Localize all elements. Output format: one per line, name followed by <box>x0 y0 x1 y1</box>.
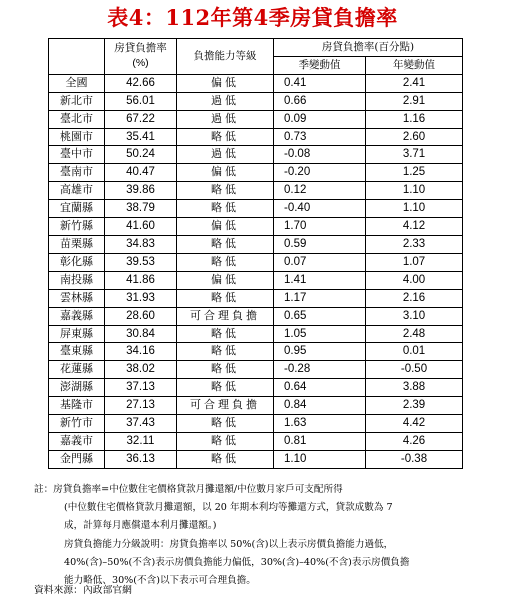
yoy-cell: 4.12 <box>366 218 463 236</box>
qoq-cell: 0.66 <box>274 92 366 110</box>
header-region <box>49 39 105 75</box>
qoq-cell: 0.12 <box>274 182 366 200</box>
region-cell: 全國 <box>49 74 105 92</box>
level-cell: 可合理負擔 <box>177 397 274 415</box>
header-change-group: 房貸負擔率(百分點) <box>274 39 463 57</box>
table-row <box>49 253 463 271</box>
region-cell: 臺中市 <box>49 146 105 164</box>
region-cell: 臺北市 <box>49 110 105 128</box>
header-level: 負擔能力等級 <box>177 39 274 75</box>
ratio-cell: 38.02 <box>105 361 177 379</box>
table-row <box>49 415 463 433</box>
table-row <box>49 361 463 379</box>
level-cell: 略低 <box>177 182 274 200</box>
table-row <box>49 325 463 343</box>
level-cell: 過低 <box>177 146 274 164</box>
ratio-cell: 30.84 <box>105 325 177 343</box>
note-line: 房貸負擔能力分級說明：房貸負擔率以 50%(含)以上表示房價負擔能力過低， <box>64 538 394 550</box>
table-row <box>49 146 463 164</box>
qoq-cell: -0.28 <box>274 361 366 379</box>
yoy-cell: 2.41 <box>366 74 463 92</box>
qoq-cell: 0.65 <box>274 307 366 325</box>
yoy-cell: -0.38 <box>366 450 463 468</box>
header-qoq: 季變動值 <box>274 56 366 74</box>
table-row <box>49 271 463 289</box>
region-cell: 新竹市 <box>49 415 105 433</box>
yoy-cell: 2.91 <box>366 92 463 110</box>
yoy-cell: 1.07 <box>366 253 463 271</box>
region-cell: 嘉義市 <box>49 432 105 450</box>
qoq-cell: 0.84 <box>274 397 366 415</box>
yoy-cell: 2.33 <box>366 235 463 253</box>
ratio-cell: 42.66 <box>105 74 177 92</box>
region-cell: 臺東縣 <box>49 343 105 361</box>
qoq-cell: 1.70 <box>274 218 366 236</box>
table-row <box>49 289 463 307</box>
header-ratio <box>105 39 177 75</box>
region-cell: 苗栗縣 <box>49 235 105 253</box>
yoy-cell: 2.16 <box>366 289 463 307</box>
qoq-cell: 1.17 <box>274 289 366 307</box>
qoq-cell: 0.73 <box>274 128 366 146</box>
yoy-cell: 1.10 <box>366 200 463 218</box>
ratio-cell: 34.16 <box>105 343 177 361</box>
region-cell: 基隆市 <box>49 397 105 415</box>
qoq-cell: 0.59 <box>274 235 366 253</box>
yoy-cell: 4.26 <box>366 432 463 450</box>
note-line: 註：房貸負擔率=中位數住宅價格貸款月攤還額/中位數月家戶可支配所得 <box>34 484 343 495</box>
region-cell: 南投縣 <box>49 271 105 289</box>
table-row <box>49 110 463 128</box>
qoq-cell: -0.40 <box>274 200 366 218</box>
yoy-cell: 1.25 <box>366 164 463 182</box>
ratio-cell: 38.79 <box>105 200 177 218</box>
table-row <box>49 397 463 415</box>
region-cell: 桃園市 <box>49 128 105 146</box>
yoy-cell: 0.01 <box>366 343 463 361</box>
region-cell: 新竹縣 <box>49 218 105 236</box>
ratio-cell: 37.13 <box>105 379 177 397</box>
table-row <box>49 92 463 110</box>
yoy-cell: 3.71 <box>366 146 463 164</box>
level-cell: 過低 <box>177 110 274 128</box>
level-cell: 偏低 <box>177 271 274 289</box>
note-line: 成，計算每月應償還本利月攤還額。) <box>64 520 217 532</box>
region-cell: 屏東縣 <box>49 325 105 343</box>
level-cell: 略低 <box>177 432 274 450</box>
yoy-cell: 1.10 <box>366 182 463 200</box>
ratio-cell: 28.60 <box>105 307 177 325</box>
level-cell: 略低 <box>177 325 274 343</box>
region-cell: 彰化縣 <box>49 253 105 271</box>
table-row <box>49 218 463 236</box>
ratio-cell: 41.60 <box>105 218 177 236</box>
level-cell: 過低 <box>177 92 274 110</box>
level-cell: 略低 <box>177 253 274 271</box>
yoy-cell: 2.48 <box>366 325 463 343</box>
region-cell: 臺南市 <box>49 164 105 182</box>
yoy-cell: 4.00 <box>366 271 463 289</box>
ratio-cell: 67.22 <box>105 110 177 128</box>
table-row <box>49 164 463 182</box>
qoq-cell: 0.41 <box>274 74 366 92</box>
level-cell: 略低 <box>177 415 274 433</box>
ratio-cell: 39.86 <box>105 182 177 200</box>
header-ratio-unit: (%) <box>132 57 149 70</box>
qoq-cell: 0.81 <box>274 432 366 450</box>
qoq-cell: 0.95 <box>274 343 366 361</box>
level-cell: 略低 <box>177 361 274 379</box>
level-cell: 略低 <box>177 235 274 253</box>
yoy-cell: -0.50 <box>366 361 463 379</box>
level-cell: 略低 <box>177 450 274 468</box>
header-yoy: 年變動值 <box>366 56 463 74</box>
region-cell: 雲林縣 <box>49 289 105 307</box>
notes <box>34 481 479 590</box>
region-cell: 澎湖縣 <box>49 379 105 397</box>
table-body <box>49 74 463 468</box>
ratio-cell: 50.24 <box>105 146 177 164</box>
ratio-cell: 36.13 <box>105 450 177 468</box>
level-cell: 略低 <box>177 200 274 218</box>
table-row <box>49 432 463 450</box>
ratio-cell: 27.13 <box>105 397 177 415</box>
qoq-cell: 1.41 <box>274 271 366 289</box>
table-row <box>49 343 463 361</box>
region-cell: 宜蘭縣 <box>49 200 105 218</box>
table-row <box>49 182 463 200</box>
note-line: 能力略低、30%(不含)以下表示可合理負擔。 <box>64 575 256 587</box>
level-cell: 略低 <box>177 343 274 361</box>
qoq-cell: 1.10 <box>274 450 366 468</box>
ratio-cell: 41.86 <box>105 271 177 289</box>
level-cell: 偏低 <box>177 218 274 236</box>
yoy-cell: 3.88 <box>366 379 463 397</box>
table-row <box>49 74 463 92</box>
note-line: 40%(含)–50%(不含)表示房價負擔能力偏低，30%(含)–40%(不含)表示房價負擔 <box>64 556 410 568</box>
ratio-cell: 37.43 <box>105 415 177 433</box>
ratio-cell: 31.93 <box>105 289 177 307</box>
region-cell: 新北市 <box>49 92 105 110</box>
table-row <box>49 128 463 146</box>
table-row <box>49 235 463 253</box>
table-row <box>49 379 463 397</box>
table-row <box>49 200 463 218</box>
region-cell: 金門縣 <box>49 450 105 468</box>
level-cell: 偏低 <box>177 164 274 182</box>
ratio-cell: 34.83 <box>105 235 177 253</box>
qoq-cell: -0.08 <box>274 146 366 164</box>
housing-burden-table <box>48 38 463 469</box>
level-cell: 略低 <box>177 289 274 307</box>
region-cell: 嘉義縣 <box>49 307 105 325</box>
ratio-cell: 35.41 <box>105 128 177 146</box>
region-cell: 高雄市 <box>49 182 105 200</box>
level-cell: 略低 <box>177 379 274 397</box>
region-cell: 花蓮縣 <box>49 361 105 379</box>
qoq-cell: 1.63 <box>274 415 366 433</box>
table-row <box>49 450 463 468</box>
yoy-cell: 4.42 <box>366 415 463 433</box>
ratio-cell: 39.53 <box>105 253 177 271</box>
qoq-cell: -0.20 <box>274 164 366 182</box>
qoq-cell: 0.07 <box>274 253 366 271</box>
yoy-cell: 1.16 <box>366 110 463 128</box>
page-title: 表4：112年第4季房貸負擔率 <box>107 5 398 30</box>
ratio-cell: 56.01 <box>105 92 177 110</box>
qoq-cell: 1.05 <box>274 325 366 343</box>
source-note: 資料來源：內政部官網 <box>34 585 132 596</box>
level-cell: 可合理負擔 <box>177 307 274 325</box>
header-ratio-label: 房貸負擔率 <box>114 42 167 55</box>
ratio-cell: 40.47 <box>105 164 177 182</box>
note-line: (中位數住宅價格貸款月攤還額，以 20 年期本利均等攤還方式，貸款成數為 7 <box>64 502 393 514</box>
yoy-cell: 2.39 <box>366 397 463 415</box>
qoq-cell: 0.64 <box>274 379 366 397</box>
level-cell: 偏低 <box>177 74 274 92</box>
ratio-cell: 32.11 <box>105 432 177 450</box>
qoq-cell: 0.09 <box>274 110 366 128</box>
yoy-cell: 3.10 <box>366 307 463 325</box>
table-row <box>49 307 463 325</box>
level-cell: 略低 <box>177 128 274 146</box>
yoy-cell: 2.60 <box>366 128 463 146</box>
